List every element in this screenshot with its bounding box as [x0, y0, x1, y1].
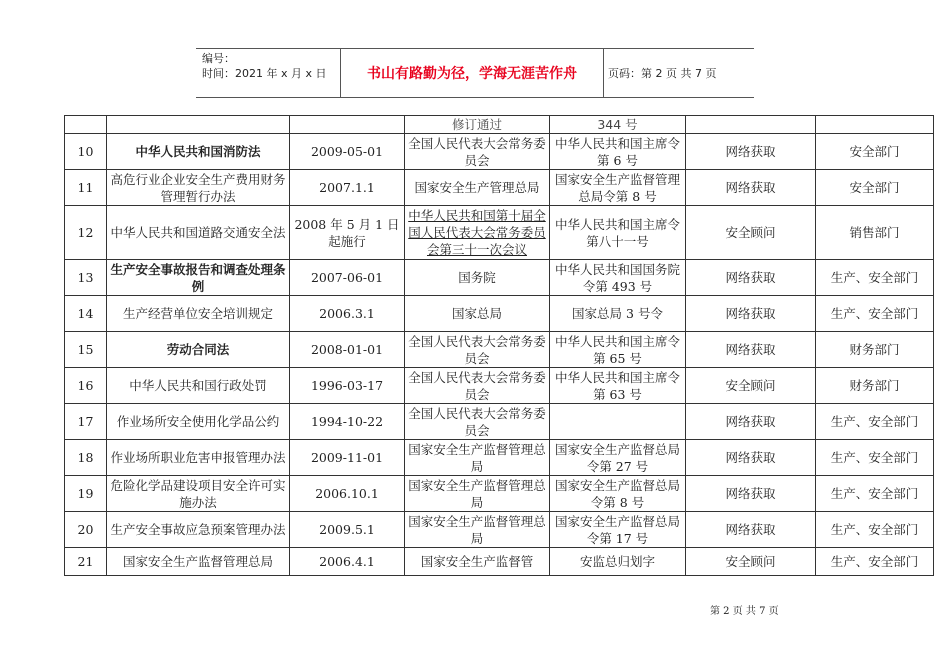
cell-issuer: 全国人民代表大会常务委员会: [405, 404, 550, 440]
table-row: [65, 368, 934, 404]
cell-regulation-name: 中华人民共和国行政处罚: [107, 368, 290, 404]
cell-regulation-name: 生产安全事故应急预案管理办法: [107, 512, 290, 548]
cell-document: [550, 404, 686, 440]
cell-source: 安全顾问: [686, 368, 816, 404]
cell-document: 国家安全生产监督管理总局令第 8 号: [550, 170, 686, 206]
cell-document: 344 号: [550, 116, 686, 134]
cell-document: 中华人民共和国主席令第 65 号: [550, 332, 686, 368]
cell-source: 网络获取: [686, 260, 816, 296]
header-slogan: 书山有路勤为径，学海无涯苦作舟: [340, 49, 604, 97]
cell-document: 中华人民共和国主席令第八十一号: [550, 206, 686, 260]
cell-number: 17: [65, 404, 107, 440]
cell-regulation-name: 危险化学品建设项目安全许可实施办法: [107, 476, 290, 512]
cell-issuer: 修订通过: [405, 116, 550, 134]
cell-issuer: 全国人民代表大会常务委员会: [405, 332, 550, 368]
cell-date: 1994-10-22: [290, 404, 405, 440]
cell-issuer: 全国人民代表大会常务委员会: [405, 134, 550, 170]
table-row: [65, 404, 934, 440]
cell-source: 网络获取: [686, 440, 816, 476]
cell-document: 国家安全生产监督总局令第 8 号: [550, 476, 686, 512]
cell-department: 财务部门: [816, 368, 934, 404]
cell-issuer: 国家安全生产管理总局: [405, 170, 550, 206]
cell-issuer: 中华人民共和国第十届全国人民代表大会常务委员会第三十一次会议: [405, 206, 550, 260]
cell-number: 12: [65, 206, 107, 260]
table-row: [65, 260, 934, 296]
cell-department: 生产、安全部门: [816, 296, 934, 332]
cell-date: 2009.5.1: [290, 512, 405, 548]
table-row: [65, 170, 934, 206]
cell-date: 1996-03-17: [290, 368, 405, 404]
header-number: 编号：: [202, 52, 235, 65]
cell-issuer: 全国人民代表大会常务委员会: [405, 368, 550, 404]
cell-department: 生产、安全部门: [816, 440, 934, 476]
page-header: [196, 48, 754, 98]
cell-number: 13: [65, 260, 107, 296]
cell-regulation-name: 作业场所职业危害申报管理办法: [107, 440, 290, 476]
cell-regulation-name: 劳动合同法: [107, 332, 290, 368]
cell-date: 2006.3.1: [290, 296, 405, 332]
cell-issuer: 国家安全生产监督管理总局: [405, 512, 550, 548]
regulation-table: [64, 115, 934, 576]
cell-source: 网络获取: [686, 134, 816, 170]
cell-issuer: 国家安全生产监督管: [405, 548, 550, 576]
cell-source: 安全顾问: [686, 548, 816, 576]
cell-date: 2007-06-01: [290, 260, 405, 296]
table-row: [65, 296, 934, 332]
cell-regulation-name: 作业场所安全使用化学品公约: [107, 404, 290, 440]
cell-date: 2007.1.1: [290, 170, 405, 206]
cell-regulation-name: 国家安全生产监督管理总局: [107, 548, 290, 576]
table-row: [65, 332, 934, 368]
cell-source: 网络获取: [686, 170, 816, 206]
cell-number: 20: [65, 512, 107, 548]
cell-source: 网络获取: [686, 332, 816, 368]
cell-issuer: 国务院: [405, 260, 550, 296]
cell-number: 14: [65, 296, 107, 332]
cell-department: 生产、安全部门: [816, 260, 934, 296]
cell-number: 19: [65, 476, 107, 512]
cell-date: 2009-11-01: [290, 440, 405, 476]
cell-number: 11: [65, 170, 107, 206]
cell-department: 生产、安全部门: [816, 548, 934, 576]
table-row: [65, 206, 934, 260]
cell-department: 销售部门: [816, 206, 934, 260]
cell-number: 16: [65, 368, 107, 404]
cell-number: 15: [65, 332, 107, 368]
cell-date: 2008-01-01: [290, 332, 405, 368]
cell-regulation-name: 中华人民共和国消防法: [107, 134, 290, 170]
cell-document: 国家总局 3 号令: [550, 296, 686, 332]
cell-department: 安全部门: [816, 170, 934, 206]
cell-document: 中华人民共和国主席令第 6 号: [550, 134, 686, 170]
cell-document: 安监总归划字: [550, 548, 686, 576]
header-time: 时间：2021 年 x 月 x 日: [202, 67, 327, 80]
cell-date: 2009-05-01: [290, 134, 405, 170]
cell-source: 网络获取: [686, 476, 816, 512]
cell-number: 10: [65, 134, 107, 170]
cell-regulation-name: 中华人民共和国道路交通安全法: [107, 206, 290, 260]
cell-document: 中华人民共和国国务院令第 493 号: [550, 260, 686, 296]
table-row: [65, 440, 934, 476]
page-footer: 第 2 页 共 7 页: [710, 606, 779, 617]
table-row: [65, 476, 934, 512]
table-row: [65, 116, 934, 134]
cell-date: 2006.4.1: [290, 548, 405, 576]
header-page-number: 页码：第 2 页 共 7 页: [608, 67, 717, 80]
table-row: [65, 134, 934, 170]
cell-department: 生产、安全部门: [816, 476, 934, 512]
cell-department: 安全部门: [816, 134, 934, 170]
cell-date: 2008 年 5 月 1 日起施行: [290, 206, 405, 260]
cell-source: 网络获取: [686, 512, 816, 548]
cell-regulation-name: 高危行业企业安全生产费用财务管理暂行办法: [107, 170, 290, 206]
cell-document: 国家安全生产监督总局令第 27 号: [550, 440, 686, 476]
cell-document: 中华人民共和国主席令第 63 号: [550, 368, 686, 404]
cell-source: 网络获取: [686, 404, 816, 440]
cell-number: 18: [65, 440, 107, 476]
cell-issuer: 国家总局: [405, 296, 550, 332]
cell-number: 21: [65, 548, 107, 576]
table-row: [65, 512, 934, 548]
cell-regulation-name: 生产安全事故报告和调查处理条例: [107, 260, 290, 296]
cell-source: 网络获取: [686, 296, 816, 332]
cell-date: 2006.10.1: [290, 476, 405, 512]
cell-source: 安全顾问: [686, 206, 816, 260]
cell-issuer: 国家安全生产监督管理总局: [405, 476, 550, 512]
cell-issuer: 国家安全生产监督管理总局: [405, 440, 550, 476]
cell-department: 生产、安全部门: [816, 404, 934, 440]
cell-department: 生产、安全部门: [816, 512, 934, 548]
cell-department: 财务部门: [816, 332, 934, 368]
cell-document: 国家安全生产监督总局令第 17 号: [550, 512, 686, 548]
header-meta: [202, 51, 327, 81]
table-row: [65, 548, 934, 576]
cell-regulation-name: 生产经营单位安全培训规定: [107, 296, 290, 332]
